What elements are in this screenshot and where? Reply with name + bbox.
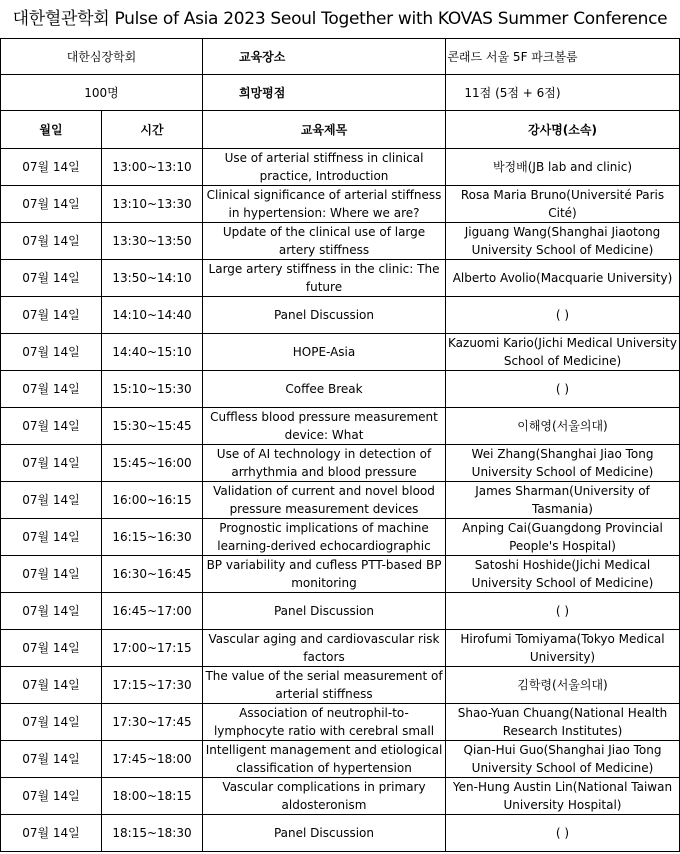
table-row bbox=[1, 260, 680, 297]
topic-cell bbox=[203, 408, 446, 445]
time-cell: 16:00~16:15 bbox=[102, 482, 203, 519]
speaker-cell-text: ( ) bbox=[555, 826, 570, 840]
topic-cell bbox=[203, 297, 446, 334]
speaker-cell-text: Kazuomi Kario(Jichi Medical University School of Medicine) bbox=[448, 336, 677, 368]
date-cell: 07월 14일 bbox=[1, 556, 102, 593]
time-cell: 17:15~17:30 bbox=[102, 667, 203, 704]
speaker-cell bbox=[446, 149, 680, 186]
time-cell: 15:10~15:30 bbox=[102, 371, 203, 408]
speaker-cell bbox=[446, 519, 680, 556]
topic-cell-text: Panel Discussion bbox=[273, 826, 374, 840]
speaker-cell-text: Hirofumi Tomiyama(Tokyo Medical University) bbox=[460, 632, 665, 664]
table-row bbox=[1, 408, 680, 445]
topic-cell-text: Clinical significance of arterial stiffness in hypertension: Where we are? bbox=[206, 188, 442, 220]
speaker-cell bbox=[446, 778, 680, 815]
topic-cell-text: Panel Discussion bbox=[273, 308, 374, 322]
credit-label: 희망평점 bbox=[203, 75, 446, 111]
date-cell: 07월 14일 bbox=[1, 593, 102, 630]
col-header-date: 월일 bbox=[1, 111, 102, 149]
topic-cell bbox=[203, 223, 446, 260]
time-cell: 13:00~13:10 bbox=[102, 149, 203, 186]
date-cell: 07월 14일 bbox=[1, 667, 102, 704]
table-row bbox=[1, 223, 680, 260]
topic-cell-text: Large artery stiffness in the clinic: The future bbox=[208, 262, 440, 294]
time-cell: 13:30~13:50 bbox=[102, 223, 203, 260]
speaker-cell-text: Shao-Yuan Chuang(National Health Research Institutes) bbox=[457, 706, 668, 738]
table-row bbox=[1, 815, 680, 852]
topic-cell bbox=[203, 778, 446, 815]
time-cell: 14:10~14:40 bbox=[102, 297, 203, 334]
speaker-cell-text: Rosa Maria Bruno(Université Paris Cité) bbox=[460, 188, 665, 220]
organizer-cell: 대한심장학회 bbox=[1, 39, 203, 75]
table-row bbox=[1, 334, 680, 371]
page-title: 대한혈관학회 Pulse of Asia 2023 Seoul Together with KOVAS Summer Conference bbox=[12, 9, 668, 29]
credit-value: 11점 (5점 + 6점) bbox=[396, 75, 630, 111]
topic-cell-text: The value of the serial measurement of arterial stiffness bbox=[205, 669, 443, 701]
speaker-cell bbox=[446, 297, 680, 334]
date-cell: 07월 14일 bbox=[1, 778, 102, 815]
speaker-cell-text: Jiguang Wang(Shanghai Jiaotong University School of Medicine) bbox=[464, 225, 661, 257]
topic-cell bbox=[203, 593, 446, 630]
date-cell: 07월 14일 bbox=[1, 297, 102, 334]
speaker-cell bbox=[446, 223, 680, 260]
date-cell: 07월 14일 bbox=[1, 408, 102, 445]
table-row bbox=[1, 556, 680, 593]
table-row bbox=[1, 630, 680, 667]
date-cell: 07월 14일 bbox=[1, 445, 102, 482]
time-cell: 15:30~15:45 bbox=[102, 408, 203, 445]
topic-cell bbox=[203, 519, 446, 556]
topic-cell bbox=[203, 667, 446, 704]
speaker-cell bbox=[446, 630, 680, 667]
table-row bbox=[1, 445, 680, 482]
topic-cell bbox=[203, 630, 446, 667]
date-cell: 07월 14일 bbox=[1, 260, 102, 297]
speaker-cell-text: Yen-Hung Austin Lin(National Taiwan University Hospital) bbox=[452, 780, 673, 812]
topic-cell bbox=[203, 482, 446, 519]
info-row-1 bbox=[1, 39, 680, 75]
time-cell: 15:45~16:00 bbox=[102, 445, 203, 482]
speaker-cell-text: Anping Cai(Guangdong Provincial People's Hospital) bbox=[462, 521, 663, 553]
speaker-cell-text: ( ) bbox=[555, 604, 570, 618]
time-cell: 16:30~16:45 bbox=[102, 556, 203, 593]
speaker-cell-text: ( ) bbox=[555, 308, 570, 322]
topic-cell bbox=[203, 815, 446, 852]
col-header-time: 시간 bbox=[102, 111, 203, 149]
speaker-cell bbox=[446, 815, 680, 852]
speaker-cell-text: 김학령(서울의대) bbox=[517, 678, 608, 692]
speaker-cell bbox=[446, 593, 680, 630]
time-cell: 18:00~18:15 bbox=[102, 778, 203, 815]
topic-cell-text: Vascular aging and cardiovascular risk factors bbox=[208, 632, 440, 664]
venue-value: 콘래드 서울 5F 파크볼룸 bbox=[396, 39, 630, 75]
info-row-2 bbox=[1, 75, 680, 111]
capacity-cell: 100명 bbox=[1, 75, 203, 111]
time-cell: 17:00~17:15 bbox=[102, 630, 203, 667]
speaker-cell bbox=[446, 408, 680, 445]
topic-cell-text: Use of AI technology in detection of arrhythmia and blood pressure bbox=[216, 447, 432, 479]
speaker-cell bbox=[446, 371, 680, 408]
date-cell: 07월 14일 bbox=[1, 815, 102, 852]
date-cell: 07월 14일 bbox=[1, 334, 102, 371]
date-cell: 07월 14일 bbox=[1, 519, 102, 556]
speaker-cell-text: Alberto Avolio(Macquarie University) bbox=[452, 271, 673, 285]
speaker-cell-text: James Sharman(University of Tasmania) bbox=[475, 484, 650, 516]
time-cell: 13:10~13:30 bbox=[102, 186, 203, 223]
topic-cell-text: Panel Discussion bbox=[273, 604, 374, 618]
table-row bbox=[1, 297, 680, 334]
table-row bbox=[1, 482, 680, 519]
time-cell: 16:45~17:00 bbox=[102, 593, 203, 630]
speaker-cell bbox=[446, 334, 680, 371]
speaker-cell bbox=[446, 186, 680, 223]
table-row bbox=[1, 186, 680, 223]
time-cell: 14:40~15:10 bbox=[102, 334, 203, 371]
topic-cell-text: Intelligent management and etiological classification of hypertension bbox=[205, 743, 443, 775]
topic-cell bbox=[203, 556, 446, 593]
venue-label: 교육장소 bbox=[203, 39, 446, 75]
topic-cell bbox=[203, 445, 446, 482]
speaker-cell bbox=[446, 556, 680, 593]
topic-cell-text: Prognostic implications of machine learning-derived echocardiographic bbox=[217, 521, 431, 553]
speaker-cell-text: Satoshi Hoshide(Jichi Medical University School of Medicine) bbox=[471, 558, 654, 590]
date-cell: 07월 14일 bbox=[1, 149, 102, 186]
topic-cell bbox=[203, 186, 446, 223]
topic-cell-text: HOPE-Asia bbox=[292, 345, 356, 359]
col-header-topic: 교육제목 bbox=[203, 111, 446, 149]
table-row bbox=[1, 519, 680, 556]
topic-cell bbox=[203, 260, 446, 297]
topic-cell bbox=[203, 149, 446, 186]
topic-cell-text: Coffee Break bbox=[285, 382, 363, 396]
date-cell: 07월 14일 bbox=[1, 741, 102, 778]
date-cell: 07월 14일 bbox=[1, 630, 102, 667]
speaker-cell bbox=[446, 445, 680, 482]
speaker-cell-text: Wei Zhang(Shanghai Jiao Tong University School of Medicine) bbox=[471, 447, 654, 479]
topic-cell bbox=[203, 741, 446, 778]
speaker-cell bbox=[446, 482, 680, 519]
date-cell: 07월 14일 bbox=[1, 704, 102, 741]
time-cell: 16:15~16:30 bbox=[102, 519, 203, 556]
speaker-cell bbox=[446, 704, 680, 741]
topic-cell bbox=[203, 704, 446, 741]
speaker-cell-text: Qian-Hui Guo(Shanghai Jiao Tong University School of Medicine) bbox=[463, 743, 662, 775]
topic-cell-text: Association of neutrophil-to-lymphocyte ratio with cerebral small bbox=[213, 706, 435, 738]
topic-cell-text: BP variability and cufless PTT-based BP monitoring bbox=[206, 558, 442, 590]
topic-cell-text: Cuffless blood pressure measurement device: What bbox=[210, 410, 438, 442]
table-row bbox=[1, 149, 680, 186]
date-cell: 07월 14일 bbox=[1, 223, 102, 260]
schedule-table bbox=[0, 38, 680, 852]
time-cell: 17:30~17:45 bbox=[102, 704, 203, 741]
table-row bbox=[1, 593, 680, 630]
speaker-cell-text: 박정배(JB lab and clinic) bbox=[492, 160, 633, 174]
table-row bbox=[1, 667, 680, 704]
table-row bbox=[1, 371, 680, 408]
speaker-cell-text: ( ) bbox=[555, 382, 570, 396]
topic-cell-text: Update of the clinical use of large artery stiffness bbox=[222, 225, 426, 257]
table-row bbox=[1, 704, 680, 741]
col-header-speaker: 강사명(소속) bbox=[446, 111, 680, 149]
speaker-cell bbox=[446, 260, 680, 297]
time-cell: 13:50~14:10 bbox=[102, 260, 203, 297]
time-cell: 17:45~18:00 bbox=[102, 741, 203, 778]
time-cell: 18:15~18:30 bbox=[102, 815, 203, 852]
date-cell: 07월 14일 bbox=[1, 371, 102, 408]
topic-cell-text: Use of arterial stiffness in clinical practice, Introduction bbox=[224, 151, 424, 183]
table-row bbox=[1, 741, 680, 778]
speaker-cell bbox=[446, 667, 680, 704]
speaker-cell bbox=[446, 741, 680, 778]
table-row bbox=[1, 778, 680, 815]
speaker-cell-text: 이해영(서울의대) bbox=[517, 419, 608, 433]
table-header-row bbox=[1, 111, 680, 149]
topic-cell-text: Vascular complications in primary aldosteronism bbox=[222, 780, 426, 812]
date-cell: 07월 14일 bbox=[1, 186, 102, 223]
date-cell: 07월 14일 bbox=[1, 482, 102, 519]
topic-cell bbox=[203, 334, 446, 371]
topic-cell bbox=[203, 371, 446, 408]
topic-cell-text: Validation of current and novel blood pressure measurement devices bbox=[213, 484, 435, 516]
